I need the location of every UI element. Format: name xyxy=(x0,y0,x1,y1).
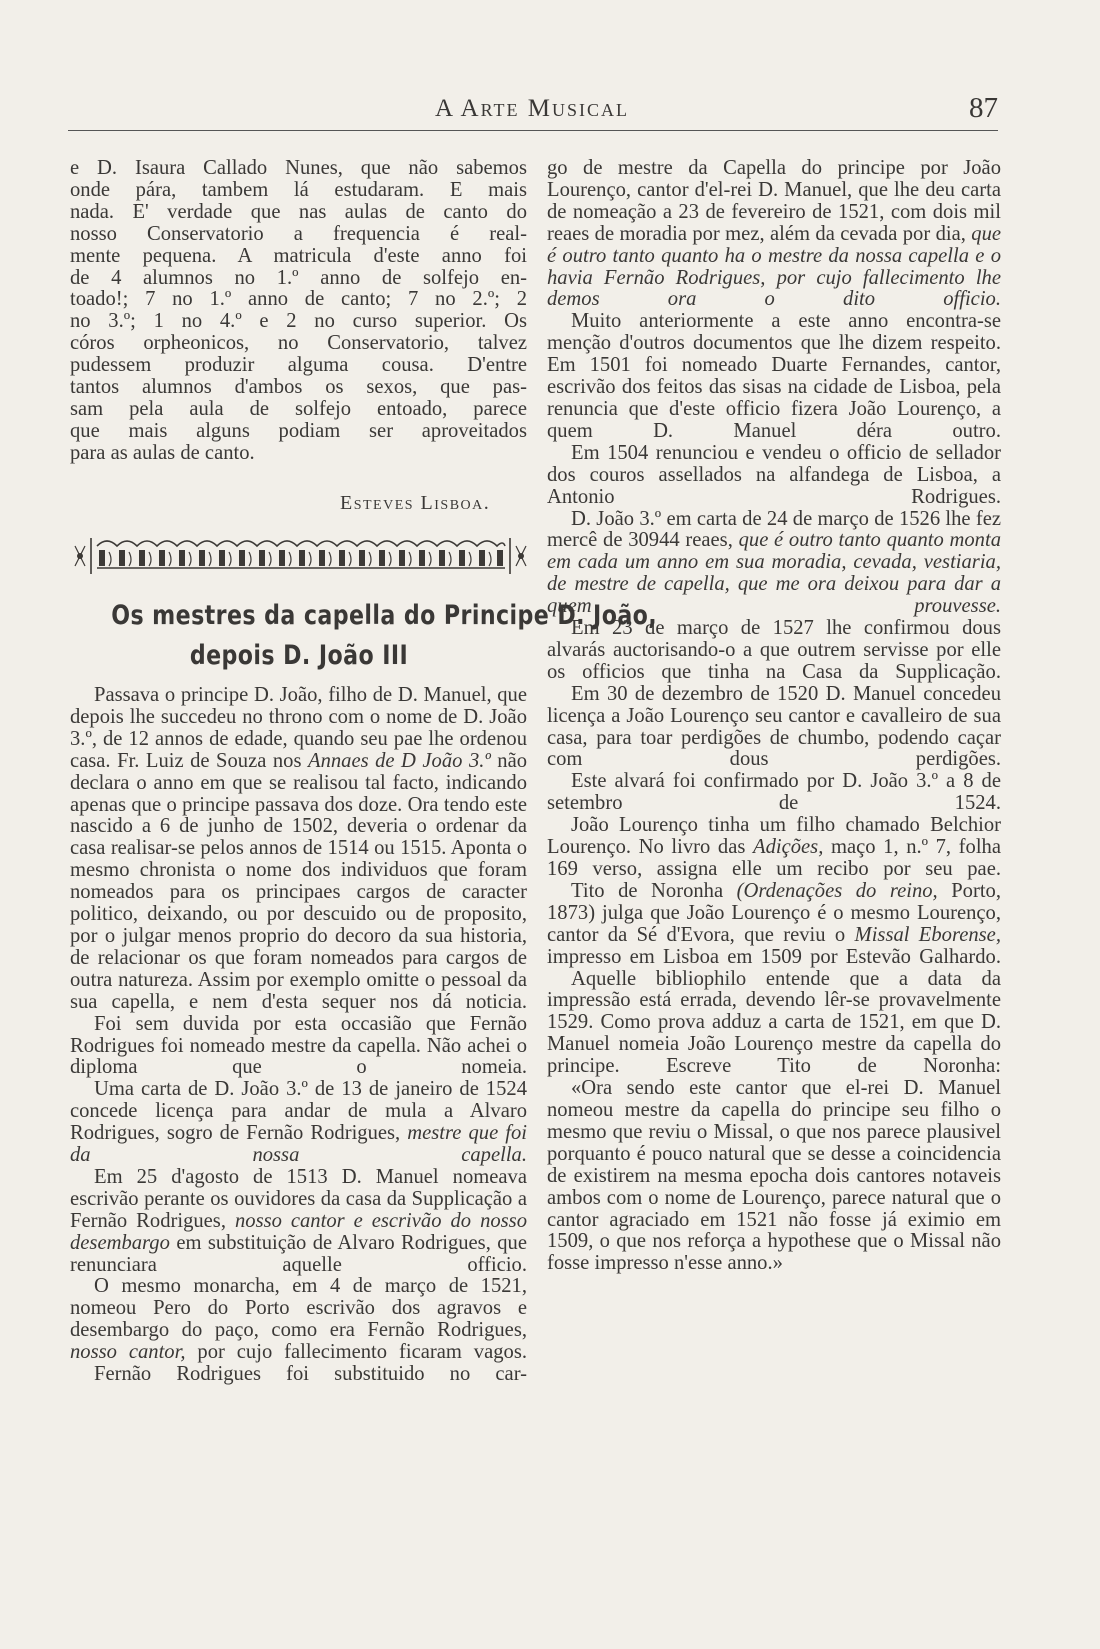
left-column-article xyxy=(70,685,527,1386)
paragraph: Tito de Noronha (Ordenações do reino, Porto, 1873) julga que João Lourenço é o mesmo Lourenço, cantor da Sé d'Evora, que reviu o Missal Eborense, impresso em Lisboa em 1509 por Estevão Galhardo. xyxy=(547,879,1001,968)
text-line: para as aulas de canto. xyxy=(70,441,255,464)
paragraph: Muito anteriormente a este anno encontra-se menção d'outros documentos que lhe dizem respeito. Em 1501 foi nomeado Duarte Fernandes, cantor, escrivão dos feitos das sisas na cidade de Lisboa, pela renuncia que d'este officio fizera João Lourenço, a quem D. Manuel déra outro. xyxy=(547,310,1001,442)
text-line: e D. Isaura Callado Nunes, que não sabemos xyxy=(70,157,527,179)
text-line: sam pela aula de solfejo entoado, parece xyxy=(70,397,527,420)
text-line: onde pára, tambem lá estudaram. E mais xyxy=(70,178,527,201)
page-number: 87 xyxy=(969,92,998,124)
text-line: nosso Conservatorio a frequencia é real- xyxy=(70,222,527,245)
text-line: no 3.º; 1 no 4.º e 2 no curso superior. Os xyxy=(70,310,527,333)
paragraph: Fernão Rodrigues foi substituido no car- xyxy=(94,1363,527,1386)
paragraph: Uma carta de D. João 3.º de 13 de janeiro de 1524 concede licença para andar de mula a Alvaro Rodrigues, sogro de Fernão Rodrigues, mestre que foi da nossa capella. xyxy=(70,1078,527,1167)
paragraph: Este alvará foi confirmado por D. João 3.º a 8 de setembro de 1524. xyxy=(547,770,1001,815)
text-line: nada. E' verdade que nas aulas de canto do xyxy=(70,200,527,223)
running-header xyxy=(68,90,998,131)
paragraph: Em 1504 renunciou e vendeu o officio de sellador dos couros assellados na alfandega de Lisboa, a Antonio Rodrigues. xyxy=(547,441,1001,508)
decorative-border-ornament xyxy=(73,532,528,580)
paragraph: go de mestre da Capella do principe por João Lourenço, cantor d'el-rei D. Manuel, que lhe deu carta de nomeação a 23 de fevereiro de 1521, com dois mil reaes de moradia por mez, além da cevada por dia, que é outro tanto quanto ha o mestre da nossa capella e o havia Fernão Rodrigues, por cujo fallecimento lhe demos ora o dito officio. xyxy=(547,157,1002,311)
paragraph: Aquelle bibliophilo entende que a data da impressão está errada, devendo lêr-se provavelmente 1529. Como prova adduz a carta de 1521, em que D. Manuel nomeia João Lourenço mestre da capella do principe. Escreve Tito de Noronha: xyxy=(547,967,1001,1078)
right-column xyxy=(547,158,1001,1275)
text-line: córos orpheonicos, no Conservatorio, talvez xyxy=(70,332,527,355)
author-signature: Esteves Lisboa. xyxy=(340,492,491,514)
article-heading xyxy=(111,596,658,676)
paragraph: O mesmo monarcha, em 4 de março de 1521, nomeou Pero do Porto escrivão dos agravos e desembargo do paço, como era Fernão Rodrigues, nosso cantor, por cujo fallecimento ficaram vagos. xyxy=(70,1275,527,1364)
text-line: de 4 alumnos no 1.º anno de solfejo en- xyxy=(70,266,527,289)
paragraph: Em 25 d'agosto de 1513 D. Manuel nomeava escrivão perante os ouvidores da casa da Supplicação a Fernão Rodrigues, nosso cantor e escrivão do nosso desembargo em substituição de Alvaro Rodrigues, que renunciara aquelle officio. xyxy=(70,1165,527,1276)
text-line: pudessem produzir alguma cousa. D'entre xyxy=(70,354,527,377)
paragraph: Foi sem duvida por esta occasião que Fernão Rodrigues foi nomeado mestre da capella. Não achei o diploma que o nomeia. xyxy=(70,1012,527,1079)
paragraph: João Lourenço tinha um filho chamado Belchior Lourenço. No livro das Adições, maço 1, n.º 7, folha 169 verso, assigna elle um recibo por seu pae. xyxy=(547,814,1001,880)
left-column-top xyxy=(70,158,527,465)
paragraph: Em 23 de março de 1527 lhe confirmou dous alvarás auctorisando-o a que outrem servisse por elle os officios que tinha na Casa da Supplicação. xyxy=(547,617,1001,683)
text-line: mente pequena. A matricula d'este anno foi xyxy=(70,244,527,267)
paragraph: Em 30 de dezembro de 1520 D. Manuel concedeu licença a João Lourenço seu cantor e cavalleiro de sua casa, para toar perdigões de chumbo, podendo caçar com dous perdigões. xyxy=(547,682,1001,771)
paragraph: «Ora sendo este cantor que el-rei D. Manuel nomeou mestre da capella do principe seu filho o mesmo que reviu o Missal, o que nos parece plausivel porquanto é pouco natural que se desse a coincidencia de existirem na mesma epocha dois cantores notaveis ambos com o nome de Lourenço, parece natural que o cantor agraciado em 1521 não fosse já eximio em 1509, o que nos reforça a hypothese que o Missal não fosse impresso n'esse anno.» xyxy=(547,1077,1001,1275)
paragraph: Passava o principe D. João, filho de D. Manuel, que depois lhe succedeu no throno com o nome de D. João 3.º, de 12 annos de edade, quando seu pae lhe ordenou casa. Fr. Luiz de Souza nos Annaes de D João 3.º não declara o anno em que se realisou tal facto, indicando apenas que o principe passava dos doze. Ora tendo este nascido a 6 de junho de 1502, deveria o ordenar da casa realisar-se pelos annos de 1514 ou 1515. Aponta o mesmo chronista o nome dos individuos que foram nomeados para os principaes cargos de caracter politico, deixando, ou por descuido ou de proposito, por o julgar menos proprio do decoro da sua historia, de relacionar os que foram nomeados para cargos de outra natureza. Assim por exemplo omitte o pessoal da sua capella, e nem d'esta sequer nos dá noticia. xyxy=(70,684,528,1013)
text-line: tantos alumnos d'ambos os sexos, que pas- xyxy=(70,376,527,399)
text-line: que mais alguns podiam ser aproveitados xyxy=(70,419,527,442)
paragraph: D. João 3.º em carta de 24 de março de 1526 lhe fez mercê de 30944 reaes, que é outro tanto quanto monta em cada um anno em sua moradia, cevada, vestiaria, de mestre de capella, que me ora deixou para dar a quem prouvesse. xyxy=(547,507,1001,618)
heading-line-2: depois D. João III xyxy=(189,640,409,671)
heading-line-1: Os mestres da capella do Principe D. João, xyxy=(111,600,658,631)
journal-title: A Arte Musical xyxy=(435,95,629,122)
text-line: toado!; 7 no 1.º anno de canto; 7 no 2.º; 2 xyxy=(70,288,527,311)
